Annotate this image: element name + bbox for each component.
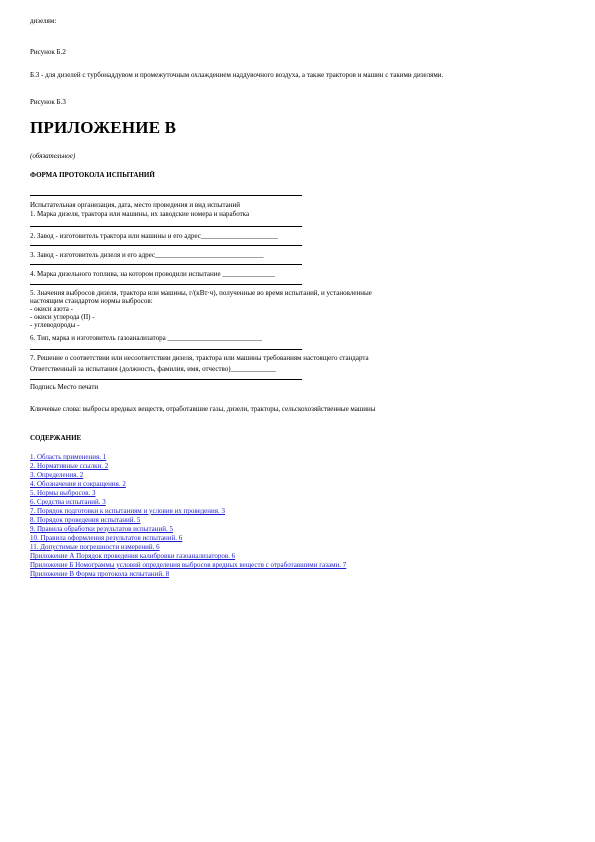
toc-link-appendix-a[interactable]: Приложение А Порядок проведения калибровки газоанализаторов. 6	[30, 552, 236, 560]
form-item-2: 2. Завод - изготовитель трактора или машины и его адрес______________________	[30, 232, 278, 240]
toc-link-scope[interactable]: 1. Область применения. 1	[30, 453, 107, 461]
form-item-4: 4. Марка дизельного топлива, на котором проводили испытание _______________	[30, 270, 275, 278]
toc-link-emission-norms[interactable]: 5. Нормы выбросов. 3	[30, 489, 96, 497]
form-item-5: 5. Значения выбросов дизеля, трактора или машины, г/(кВт·ч), полученные во время испытаний, и установленные	[30, 289, 372, 297]
form-signature: Подпись Место печати	[30, 383, 99, 391]
toc-link-references[interactable]: 2. Нормативные ссылки. 2	[30, 462, 109, 470]
toc-link-appendix-v[interactable]: Приложение В Форма протокола испытаний. 8	[30, 570, 170, 578]
appendix-note: (обязательное)	[30, 152, 76, 160]
form-blank-line	[30, 195, 302, 196]
form-blank-line	[30, 226, 302, 227]
figure-caption-b2: Рисунок Б.2	[30, 48, 66, 56]
form-item-5-cont: настоящим стандартом нормы выбросов:	[30, 297, 153, 305]
form-item-5-hc: - углеводороды -	[30, 321, 80, 329]
toc-link-processing[interactable]: 9. Правила обработки результатов испытаний. 5	[30, 525, 173, 533]
contents-heading: СОДЕРЖАНИЕ	[30, 434, 82, 442]
form-blank-line	[30, 284, 302, 285]
appendix-heading: ПРИЛОЖЕНИЕ В	[30, 118, 177, 137]
form-item-5-co: - окиси углерода (II) -	[30, 313, 95, 321]
text-fragment: дизелям:	[30, 17, 57, 25]
form-blank-line	[30, 245, 302, 246]
form-item-6: 6. Тип, марка и изготовитель газоанализатора ___________________________	[30, 334, 262, 342]
form-title: ФОРМА ПРОТОКОЛА ИСПЫТАНИЙ	[30, 171, 155, 179]
form-responsible: Ответственный за испытания (должность, фамилия, имя, отчество)_____________	[30, 365, 277, 373]
form-blank-line	[30, 264, 302, 265]
toc-link-appendix-b[interactable]: Приложение Б Номограммы условий определения выбросов вредных веществ с отработавшими газами. 7	[30, 561, 347, 569]
toc-link-test-procedure[interactable]: 8. Порядок проведения испытаний. 5	[30, 516, 141, 524]
form-item-3: 3. Завод - изготовитель дизеля и его адрес_______________________________	[30, 251, 264, 259]
paragraph-b3: Б.3 - для дизелей с турбонаддувом и промежуточным охлаждением наддувочного воздуха, а также тракторов и машин с такими дизелями.	[30, 71, 444, 79]
form-blank-line	[30, 349, 302, 350]
toc-link-errors[interactable]: 11. Допустимые погрешности измерений. 6	[30, 543, 160, 551]
toc-link-preparation[interactable]: 7. Порядок подготовки к испытаниям и условия их проведения. 3	[30, 507, 225, 515]
keywords: Ключевые слова: выбросы вредных веществ, отработавшие газы, дизели, тракторы, сельскохозяйственные машины	[30, 405, 376, 413]
toc-link-reporting[interactable]: 10. Правила оформления результатов испытаний. 6	[30, 534, 183, 542]
toc-link-definitions[interactable]: 3. Определения. 2	[30, 471, 84, 479]
form-item-7: 7. Решение о соответствии или несоответствии дизеля, трактора или машины требованиям настоящего стандарта	[30, 354, 369, 362]
form-org-line: Испытательная организация, дата, место проведения и вид испытаний	[30, 201, 240, 209]
form-signature-line	[30, 379, 302, 380]
form-item-1: 1. Марка дизеля, трактора или машины, их заводские номера и наработка	[30, 210, 250, 218]
toc-link-abbreviations[interactable]: 4. Обозначения и сокращения. 2	[30, 480, 126, 488]
figure-caption-b3: Рисунок Б.3	[30, 98, 66, 106]
form-item-5-nox: - окиси азота -	[30, 305, 73, 313]
toc-link-test-means[interactable]: 6. Средства испытаний. 3	[30, 498, 106, 506]
